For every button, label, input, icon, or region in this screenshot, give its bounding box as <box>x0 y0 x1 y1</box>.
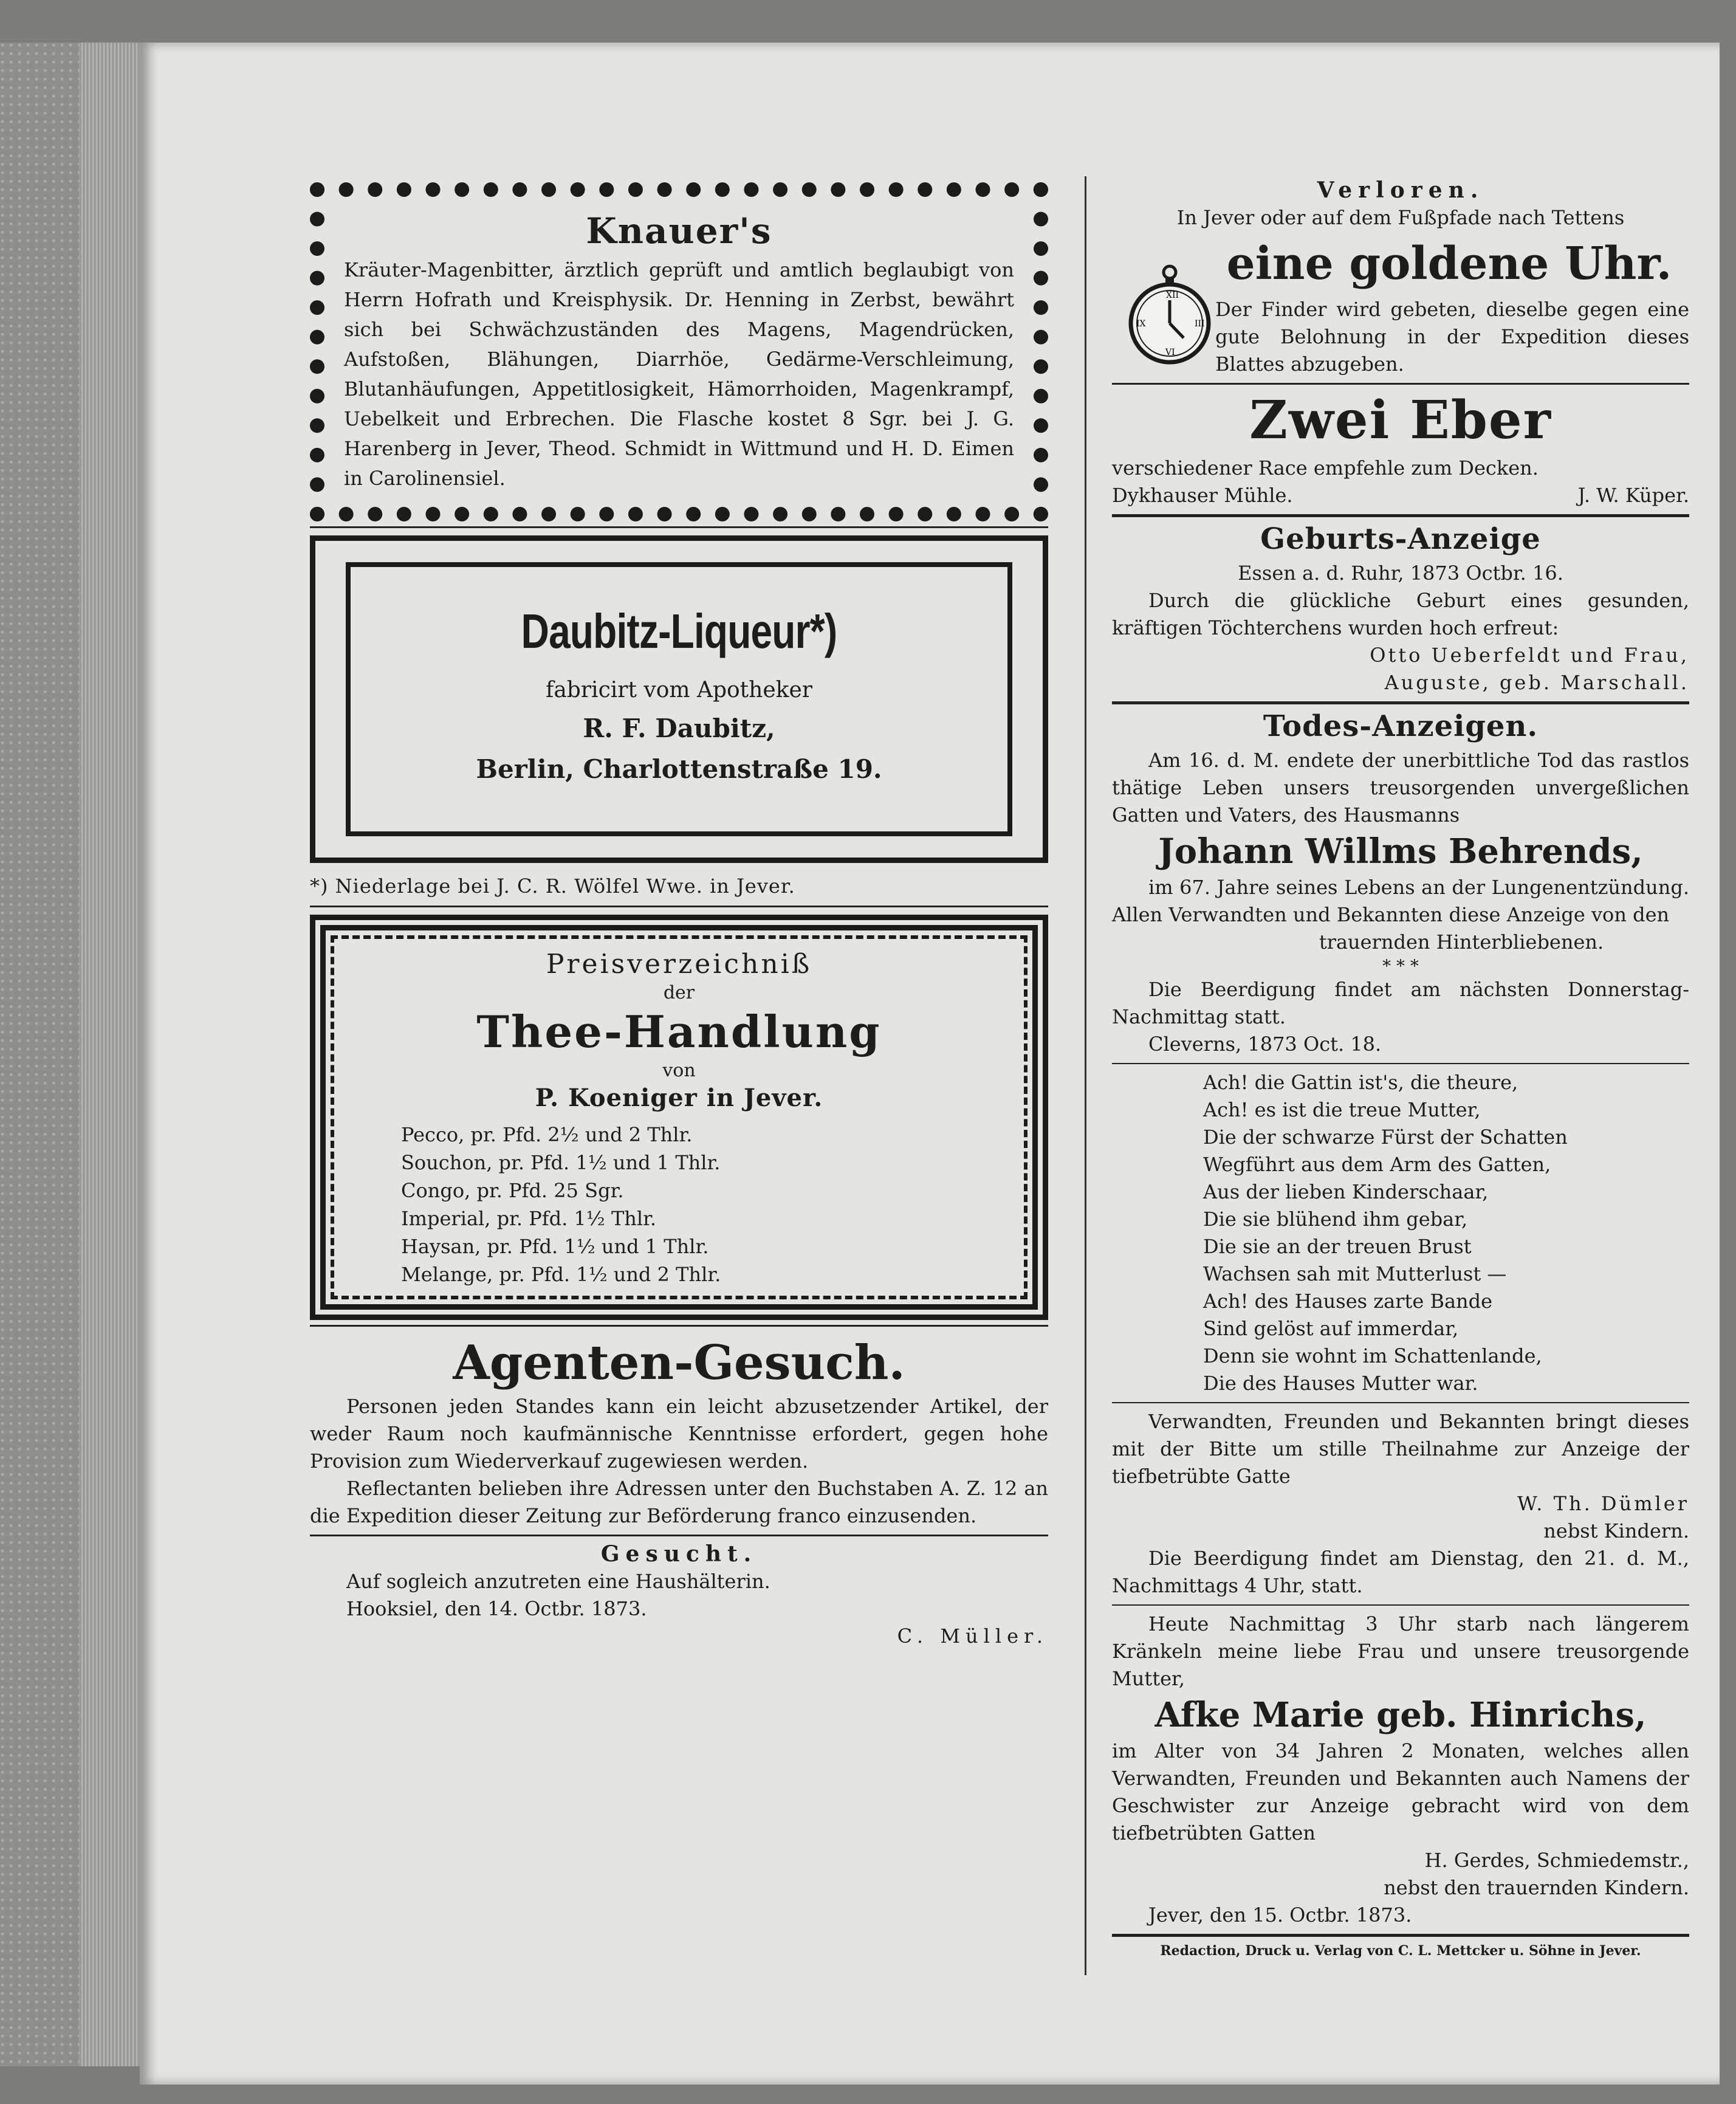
rule <box>310 526 1048 528</box>
right-column <box>1112 176 1689 1975</box>
svg-text:XII: XII <box>1166 291 1179 300</box>
poem-line: Ach! des Hauses zarte Bande <box>1203 1290 1493 1313</box>
knauer-body: Kräuter-Magenbitter, ärztlich geprüft und amtlich beglaubigt von Herrn Hofrath und Kreisphysik. Dr. Henning in Zerbst, bewährt sich bei Schwächzuständen des Magens, Magendrücken, Aufstoßen, Blähungen, Diarrhöe, Gedärme-Verschleimung, Blutanhäufungen, Appetitlosigkeit, Hämorrhoiden, Magenkrampf, Uebelkeit und Erbrechen. Die Flasche kostet 8 Sgr. bei J. G. Harenberg in Jever, Theod. Schmidt in Wittmund und H. D. Eimen in Carolinensiel. <box>344 258 1014 490</box>
todes-p2: im 67. Jahre seines Lebens an der Lungenentzündung. Allen Verwandten und Bekannten diese Anzeige von den <box>1112 876 1689 926</box>
thee-title: Thee-Handlung <box>476 1006 882 1057</box>
rule <box>1112 701 1689 704</box>
gesucht-l2: Hooksiel, den 14. Octbr. 1873. <box>346 1597 647 1620</box>
agenten-p1: Personen jeden Standes kann ein leicht abzusetzender Artikel, der weder Raum noch kaufmännische Kenntnisse erfordert, gegen hohe Provision zum Wiederverkauf zugewiesen werden. <box>310 1395 1048 1473</box>
rule <box>1112 1934 1689 1937</box>
poem-line: Wegführt aus dem Arm des Gatten, <box>1203 1153 1551 1176</box>
poem-line: Die des Hauses Mutter war. <box>1203 1372 1478 1395</box>
separator-stars: * * * <box>1382 956 1419 976</box>
todes-sign1: trauernden Hinterbliebenen. <box>1319 930 1604 954</box>
geburt-body: Durch die glückliche Geburt eines gesunden, kräftigen Töchterchens wurden hoch erfreut: <box>1112 589 1689 639</box>
todes-p4: Verwandten, Freunden und Bekannten bringt dieses mit der Bitte um stille Theilnahme zur Anzeige der tiefbetrübte Gatte <box>1112 1410 1689 1488</box>
thee-ad <box>310 915 1048 1320</box>
agenten-title: Agenten-Gesuch. <box>453 1335 905 1391</box>
rule <box>310 1535 1048 1536</box>
price-line: Haysan, pr. Pfd. 1½ und 1 Thlr. <box>401 1235 709 1258</box>
rule <box>1112 1604 1689 1606</box>
rule <box>310 906 1048 907</box>
book-page-edges <box>0 43 140 2066</box>
geburt-sign1: Otto Ueberfeldt und Frau, <box>1370 644 1689 667</box>
daubitz-title: Daubitz-Liqueur*) <box>521 604 837 658</box>
column-divider <box>1085 176 1086 1975</box>
todes-date2: Jever, den 15. Octbr. 1873. <box>1148 1903 1412 1927</box>
thee-owner: P. Koeniger in Jever. <box>535 1084 823 1112</box>
poem-line: Die sie blühend ihm gebar, <box>1203 1208 1468 1231</box>
eber-sign-line <box>1112 482 1689 509</box>
daubitz-ad <box>310 535 1048 863</box>
price-line: Melange, pr. Pfd. 1½ und 2 Thlr. <box>401 1263 721 1286</box>
todes-name2: Afke Marie geb. Hinrichs, <box>1154 1695 1647 1735</box>
knauer-title: Knauer's <box>586 210 772 252</box>
todes-date1: Cleverns, 1873 Oct. 18. <box>1148 1033 1382 1056</box>
rule <box>1112 514 1689 517</box>
poem-line: Aus der lieben Kinderschaar, <box>1203 1180 1489 1203</box>
price-line: Pecco, pr. Pfd. 2½ und 2 Thlr. <box>401 1123 693 1146</box>
todes-sign3b: nebst den trauernden Kindern. <box>1384 1876 1689 1899</box>
svg-text:VI: VI <box>1165 348 1175 357</box>
daubitz-inner-frame <box>346 562 1012 836</box>
eber-l1: verschiedener Race empfehle zum Decken. <box>1112 456 1539 480</box>
eber-title: Zwei Eber <box>1249 390 1552 451</box>
daubitz-line1: fabricirt vom Apotheker <box>546 678 812 703</box>
poem-line: Die sie an der treuen Brust <box>1203 1235 1472 1258</box>
thee-der: der <box>663 982 695 1003</box>
thee-von: von <box>662 1060 696 1081</box>
price-line: Souchon, pr. Pfd. 1½ und 1 Thlr. <box>401 1151 721 1174</box>
poem <box>1112 1069 1689 1397</box>
poem-line: Ach! es ist die treue Mutter, <box>1203 1098 1481 1121</box>
eber-place: Dykhauser Mühle. <box>1112 484 1293 507</box>
poem-line: Die der schwarze Fürst der Schatten <box>1203 1126 1568 1149</box>
rule <box>310 1325 1048 1327</box>
todes-name1: Johann Willms Behrends, <box>1158 831 1643 872</box>
rule <box>1112 1063 1689 1064</box>
poem-line: Sind gelöst auf immerdar, <box>1203 1317 1459 1340</box>
verloren-l1: In Jever oder auf dem Fußpfade nach Tettens <box>1176 206 1625 229</box>
poem-line: Denn sie wohnt im Schattenlande, <box>1203 1344 1542 1367</box>
knauer-ad <box>310 182 1048 521</box>
left-column <box>310 176 1048 1975</box>
geburt-sign2: Auguste, geb. Marschall. <box>1384 671 1689 694</box>
poem-line: Ach! die Gattin ist's, die theure, <box>1203 1071 1518 1094</box>
daubitz-note: *) Niederlage bei J. C. R. Wölfel Wwe. in Jever. <box>310 875 795 898</box>
gesucht-sign: C. Müller. <box>897 1624 1048 1648</box>
todes-p1: Am 16. d. M. endete der unerbittliche Tod das rastlos thätige Leben unsers treusorgenden unvergeßlichen Gatten und Vaters, des Hausmanns <box>1112 749 1689 827</box>
svg-text:III: III <box>1195 319 1205 329</box>
todes-title: Todes-Anzeigen. <box>1263 709 1539 743</box>
imprint-footer: Redaction, Druck u. Verlag von C. L. Mettcker u. Söhne in Jever. <box>1160 1943 1641 1959</box>
price-line: Congo, pr. Pfd. 25 Sgr. <box>401 1179 624 1202</box>
daubitz-line2: R. F. Daubitz, <box>583 713 775 743</box>
book-cover <box>0 43 79 2066</box>
gesucht-l1: Auf sogleich anzutreten eine Haushälterin. <box>346 1570 770 1593</box>
verloren-ad <box>1112 177 1689 378</box>
daubitz-line3: Berlin, Charlottenstraße 19. <box>476 754 882 784</box>
todes-p5: Die Beerdigung findet am Dienstag, den 21. d. M., Nachmittags 4 Uhr, statt. <box>1112 1547 1689 1597</box>
verloren-title: Verloren. <box>1317 177 1484 203</box>
todes-p6: Heute Nachmittag 3 Uhr starb nach längerem Kränkeln meine liebe Frau und unsere treusorgende Mutter, <box>1112 1612 1689 1690</box>
svg-text:IX: IX <box>1136 319 1146 329</box>
verloren-body: Der Finder wird gebeten, dieselbe gegen eine gute Belohnung in der Expedition dieses Blattes abzugeben. <box>1215 298 1689 376</box>
geburt-title: Geburts-Anzeige <box>1260 522 1541 556</box>
eber-sign: J. W. Küper. <box>1577 484 1689 507</box>
verloren-big: eine goldene Uhr. <box>1226 238 1672 290</box>
geburt-l1: Essen a. d. Ruhr, 1873 Octbr. 16. <box>1238 562 1563 585</box>
rule <box>1112 1402 1689 1403</box>
price-line: Imperial, pr. Pfd. 1½ Thlr. <box>401 1207 657 1230</box>
poem-line: Wachsen sah mit Mutterlust — <box>1203 1262 1507 1285</box>
todes-sign2b: nebst Kindern. <box>1543 1519 1689 1542</box>
gesucht-title: Gesucht. <box>600 1541 758 1567</box>
agenten-p2: Reflectanten belieben ihre Adressen unter den Buchstaben A. Z. 12 an die Expedition dieser Zeitung zur Beförderung franco einzusenden. <box>310 1477 1048 1527</box>
todes-p7: im Alter von 34 Jahren 2 Monaten, welches allen Verwandten, Freunden und Bekannten auch Namens der Geschwister zur Anzeige gebracht wird von dem tiefbetrübten Gatten <box>1112 1739 1689 1844</box>
todes-sign3: H. Gerdes, Schmiedemstr., <box>1424 1849 1689 1872</box>
todes-sign2: W. Th. Dümler <box>1517 1492 1689 1515</box>
thee-head: Preisverzeichniß <box>546 949 812 980</box>
rule <box>1112 383 1689 385</box>
todes-p3: Die Beerdigung findet am nächsten Donnerstag-Nachmittag statt. <box>1112 978 1689 1028</box>
pocket-watch-icon <box>1124 263 1215 366</box>
